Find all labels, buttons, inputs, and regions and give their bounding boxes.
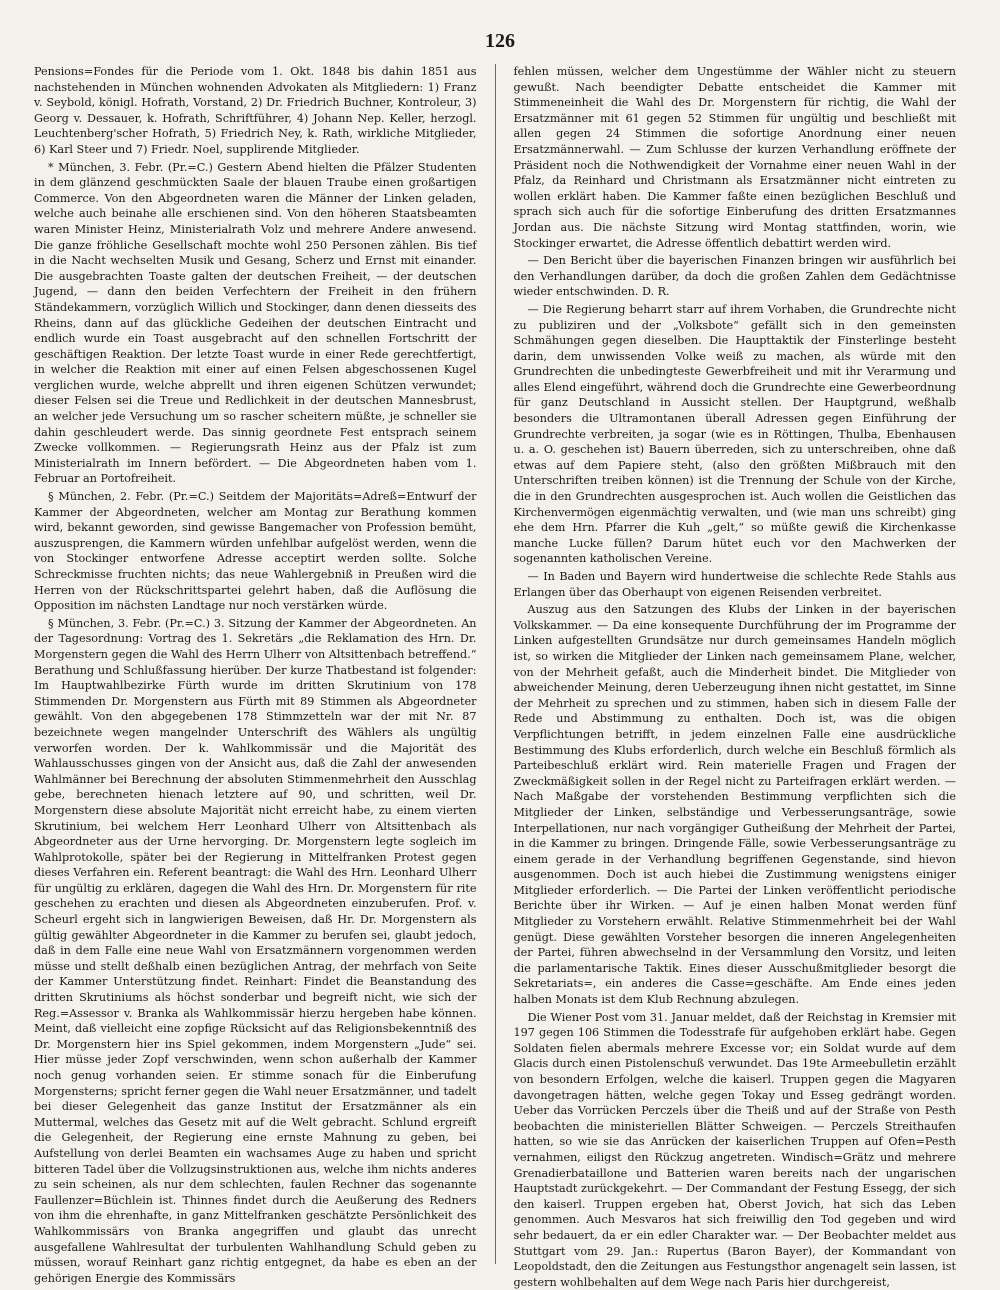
article-paragraph: Pensions=Fondes für die Periode vom 1. Okt. 1848 bis dahin 1851 aus nachstehenden in München wohnenden Advokaten als Mitgliedern: 1) Franz v. Seybold, königl. Hofrath, Vorstand, 2) Dr. Friedrich Buchner, Kontroleur, 3) Georg v. Dessauer, k. Hofrath, Schriftführer, 4) Johann Nep. Keller, herzogl. Leuchtenberg'scher Hofrath, 5) Friedrich Ney, k. Rath, wirkliche Mitglieder, 6) Karl Steer und 7) Friedr. Noel, supplirende Mitglieder. <box>34 65 477 156</box>
article-paragraph: — Den Bericht über die bayerischen Finanzen bringen wir ausführlich bei den Verhandlungen darüber, da doch die großen Zahlen dem Gedächtnisse wieder entschwinden. D. R. <box>513 254 956 299</box>
article-paragraph: § München, 2. Febr. (Pr.=C.) Seitdem der Majoritäts=Adreß=Entwurf der Kammer der Abgeordneten, welcher am Montag zur Berathung kommen wird, bekannt geworden, sind gewisse Bangemacher von Profession bemüht, auszusprengen, die Kammern würden unfehlbar aufgelöst werden, wenn die von Stockinger entworfene Adresse acceptirt werden sollte. Solche Schreckmisse fruchten nichts; das neue Wahlergebniß in Preußen wird die Herren von der Rückschrittspartei gelehrt haben, daß die Auflösung die Opposition im nächsten Landtage nur noch verstärken würde. <box>34 490 477 613</box>
article-paragraph: — In Baden und Bayern wird hundertweise die schlechte Rede Stahls aus Erlangen über das Oberhaupt von eigenen Reisenden verbreitet. <box>513 570 956 599</box>
text-columns <box>34 64 956 1289</box>
column-divider <box>495 64 496 1264</box>
article-paragraph: * München, 3. Febr. (Pr.=C.) Gestern Abend hielten die Pfälzer Studenten in dem glänzend geschmückten Saale der blauen Traube einen großartigen Commerce. Von den Abgeordneten waren die Männer der Linken geladen, welche auch beinahe alle erschienen sind. Von den höheren Staatsbeamten waren Minister Heinz, Ministerialrath Volz und mehrere Andere anwesend. Die ganze fröhliche Gesellschaft mochte wohl 250 Personen zählen. Bis tief in die Nacht wechselten Musik und Gesang, Scherz und Ernst mit einander. Die ausgebrachten Toaste galten der deutschen Freiheit, — der deutschen Jugend, — dann den beiden Verfechtern der Freiheit in den frühern Ständekammern, vorzüglich Willich und Stockinger, dann denen diesseits des Rheins, dann auf das glückliche Gedeihen der deutschen Eintracht und endlich wurde ein Toast ausgebracht auf den schnellen Fortschritt der geschäftigen Reaktion. Der letzte Toast wurde in einer Rede gerechtfertigt, in welcher die Reaktion mit einer auf einen Felsen abgeschossenen Kugel verglichen wurde, welche abprellt und ihren eigenen Schützen verwundet; dieser Felsen sei die Treue und Redlichkeit in der deutschen Mannesbrust, an welcher jede Versuchung um so rascher scheitern müßte, je schneller sie dahin geschleudert werde. Das sinnig geordnete Fest entsprach seinem Zwecke vollkommen. — Regierungsrath Heinz aus der Pfalz ist zum Ministerialrath im Innern befördert. — Die Abgeordneten haben vom 1. Februar an Portofreiheit. <box>34 160 477 486</box>
article-paragraph: — Die Regierung beharrt starr auf ihrem Vorhaben, die Grundrechte nicht zu publiziren und der „Volksbote“ gefällt sich in den gemeinsten Schmähungen gegen dieselben. Die Haupttaktik der Finsterlinge besteht darin, dem unwissenden Volke weiß zu machen, als würde mit den Grundrechten die unbedingteste Gewerbfreiheit und mit ihr Verarmung und alles Elend eingeführt, während doch die Grundrechte eine Gewerbeordnung für ganz Deutschland in Aussicht stellen. Der Hauptgrund, weßhalb besonders die Ultramontanen überall Adressen gegen Einführung der Grundrechte verbreiten, ja sogar (wie es in Röttingen, Thulba, Ebenhausen u. a. O. geschehen ist) Bauern überreden, sich zu unterschreiben, ohne daß etwas auf dem Papiere steht, (also den größten Mißbrauch mit den Unterschriften treiben können) ist die Trennung der Schule von der Kirche, die in den Grundrechten ausgesprochen ist. Auch wollen die Geistlichen das Kirchenvermögen eigenmächtig verwalten, und (wie man uns schreibt) ging ehe dem Hrn. Pfarrer die Kuh „gelt,“ so müßte gewiß die Kirchenkasse manche Lucke füllen? Darum hütet euch vor den Machwerken der sogenannten katholischen Vereine. <box>513 302 956 566</box>
article-paragraph: § München, 3. Febr. (Pr.=C.) 3. Sitzung der Kammer der Abgeordneten. An der Tagesordnung: Vortrag des 1. Sekretärs „die Reklamation des Hrn. Dr. Morgenstern gegen die Wahl des Herrn Ulherr von Altsittenbach betreffend.“ Berathung und Schlußfassung hierüber. Der kurze Thatbestand ist folgender: Im Hauptwahlbezirke Fürth wurde im dritten Skrutinium von 178 Stimmenden Dr. Morgenstern aus Fürth mit 89 Stimmen als Abgeordneter gewählt. Von den abgegebenen 178 Stimmzetteln war der mit Nr. 87 bezeichnete wegen mangelnder Unterschrift des Wählers als ungültig verworfen worden. Der k. Wahlkommissär und die Majorität des Wahlausschusses gingen von der Ansicht aus, daß die Zahl der anwesenden Wahlmänner bei Berechnung der absoluten Stimmenmehrheit den Ausschlag gebe, berechneten hienach letztere auf 90, und schritten, weil Dr. Morgenstern diese absolute Majorität nicht erreicht habe, zu einem vierten Skrutinium, bei welchem Herr Leonhard Ulherr von Altsittenbach als Abgeordneter aus der Urne hervorging. Dr. Morgenstern legte sogleich im Wahlprotokolle, später bei der Regierung in Mittelfranken Protest gegen dieses Verfahren ein. Referent beantragt: die Wahl des Hrn. Leonhard Ulherr für ungültig zu erklären, dagegen die Wahl des Hrn. Dr. Morgenstern für rite geschehen zu erachten und diesen als Abgeordneten einzuberufen. Prof. v. Scheurl ergeht sich in langwierigen Beweisen, daß Hr. Dr. Morgenstern als gültig gewählter Abgeordneter in die Kammer zu berufen sei, glaubt jedoch, daß in dem Falle eine neue Wahl von Ersatzmännern vorgenommen werden müsse und stellt deßhalb einen bezüglichen Antrag, der mehrfach von Seite der Kammer Unterstützung findet. Reinhart: Findet die Beanstandung des dritten Skrutiniums als höchst sonderbar und begreift nicht, wie sich der Reg.=Assessor v. Branka als Wahlkommissär hierzu hergeben habe können. Meint, daß vielleicht eine zopfige Rücksicht auf das Religionsbekenntniß des Dr. Morgenstern hier ins Spiel gekommen, indem Morgenstern „Jude“ sei. Hier müsse jeder Zopf verschwinden, wenn schon außerhalb der Kammer noch genug vorhanden seien. Er stimme sonach für die Einberufung Morgensterns; spricht ferner gegen die Wahl neuer Ersatzmänner, und tadelt bei dieser Gelegenheit das ganze Institut der Ersatzmänner als ein Muttermal, welches das Gesetz mit auf die Welt gebracht. Schlund ergreift die Gelegenheit, der Regierung eine ernste Mahnung zu geben, bei Aufstellung von derlei Beamten ein wachsames Auge zu haben und spricht bitteren Tadel über die Vollzugsinstruktionen aus, welche ihm nichts anderes zu sein scheinen, als nur dem schlechten, faulen Rechner das sogenannte Faullenzer=Büchlein ist. Thinnes findet durch die Aeußerung des Redners von ihm die ehrenhafte, in ganz Mittelfranken geschätzte Persönlichkeit des Wahlkommissärs von Branka angegriffen und glaubt das unrecht ausgefallene Wahlresultat der turbulenten Wahlhandlung Schuld geben zu müssen, worauf Reinhart ganz richtig entgegnet, da habe es eben an der gehörigen Energie des Kommissärs <box>34 616 477 1285</box>
article-paragraph: fehlen müssen, welcher dem Ungestümme der Wähler nicht zu steuern gewußt. Nach beendigter Debatte entscheidet die Kammer mit Stimmeneinheit die Wahl des Dr. Morgenstern für richtig, die Wahl der Ersatzmänner mit 61 gegen 52 Stimmen für ungültig und beschließt mit allen gegen 24 Stimmen die sofortige Anordnung einer neuen Ersatzmännerwahl. — Zum Schlusse der kurzen Verhandlung eröffnete der Präsident noch die Nothwendigkeit der Vornahme einer neuen Wahl in der Pfalz, da Reinhard und Christmann als Ersatzmänner nicht eintreten zu wollen erklärt haben. Die Kammer faßte einen bezüglichen Beschluß und sprach sich auch für die sofortige Einberufung des dritten Ersatzmannes Jordan aus. Die nächste Sitzung wird Montag stattfinden, worin, wie Stockinger erwartet, die Adresse öffentlich debattirt werden wird. <box>513 65 956 250</box>
article-paragraph: Die Wiener Post vom 31. Januar meldet, daß der Reichstag in Kremsier mit 197 gegen 106 Stimmen die Todesstrafe für aufgehoben erklärt habe. Gegen Soldaten fielen abermals mehrere Excesse vor; ein Soldat wurde auf dem Glacis durch einen Pistolenschuß verwundet. Das 19te Armeebulletin erzählt von besondern Erfolgen, welche die kaiserl. Truppen gegen die Magyaren davongetragen hätten, welche gegen Tokay und Esseg gedrängt worden. Ueber das Vorrücken Perczels über die Theiß und auf der Straße von Pesth beobachten die ministeriellen Blätter Schweigen. — Perczels Streithaufen hatten, so wie sie das Anrücken der kaiserlichen Truppen auf Ofen=Pesth vernahmen, eiligst den Rückzug angetreten. Windisch=Grätz und mehrere Grenadierbataillone und Batterien waren bereits nach der ungarischen Hauptstadt zurückgekehrt. — Der Commandant der Festung Essegg, der sich den kaiserl. Truppen ergeben hat, Oberst Jovich, hat sich das Leben genommen. Auch Mesvaros hat sich freiwillig den Tod gegeben und wird sehr bedauert, da er ein edler Charakter war. — Der Beobachter meldet aus Stuttgart vom 29. Jan.: Rupertus (Baron Bayer), der Kommandant von Leopoldstadt, den die Zeitungen aus Festungsthor angenagelt sein lassen, ist gestern wohlbehalten auf dem Wege nach Paris hier durchgereist, <box>513 1010 956 1289</box>
article-paragraph: Auszug aus den Satzungen des Klubs der Linken in der bayerischen Volkskammer. — Da eine konsequente Durchführung der im Programme der Linken aufgestellten Grundsätze nur durch gemeinsames Handeln möglich ist, so wirken die Mitglieder der Linken nach gemeinsamem Plane, welcher, von der Mehrheit gefaßt, auch die Minderheit bindet. Die Mitglieder von abweichender Meinung, deren Ueberzeugung ihnen nicht gestattet, im Sinne der Mehrheit zu sprechen und zu stimmen, haben sich in diesem Falle der Rede und Abstimmung zu enthalten. Doch ist, was die obigen Verpflichtungen betrifft, in jedem einzelnen Falle eine ausdrückliche Bestimmung des Klubs erforderlich, durch welche ein Beschluß förmlich als Parteibeschluß erklärt wird. Rein materielle Fragen und Fragen der Zweckmäßigkeit sollen in der Regel nicht zu Parteifragen erklärt werden. — Nach Maßgabe der vorstehenden Bestimmung verpflichten sich die Mitglieder der Linken, selbständige und Verbesserungsanträge, sowie Interpellationen, nur nach vorgängiger Gutheißung der Mehrheit der Partei, in die Kammer zu bringen. Dringende Fälle, sowie Verbesserungsanträge zu einem gerade in der Verhandlung begriffenen Gegenstande, sind hievon ausgenommen. Doch ist auch hiebei die Zustimmung wenigstens einiger Mitglieder erforderlich. — Die Partei der Linken veröffentlicht periodische Berichte über ihr Wirken. — Auf je einen halben Monat werden fünf Mitglieder zu Vorstehern erwählt. Relative Stimmenmehrheit bei der Wahl genügt. Diese gewählten Vorsteher besorgen die inneren Angelegenheiten der Partei, führen abwechselnd in der Versammlung den Vorsitz, und leiten die parlamentarische Taktik. Eines dieser Ausschußmitglieder besorgt die Sekretariats=, ein anderes die Casse=geschäfte. Am Ende eines jeden halben Monats ist dem Klub Rechnung abzulegen. <box>513 603 956 1007</box>
left-column <box>34 64 477 1285</box>
page-number: 126 <box>485 30 515 52</box>
right-column <box>513 64 957 1289</box>
